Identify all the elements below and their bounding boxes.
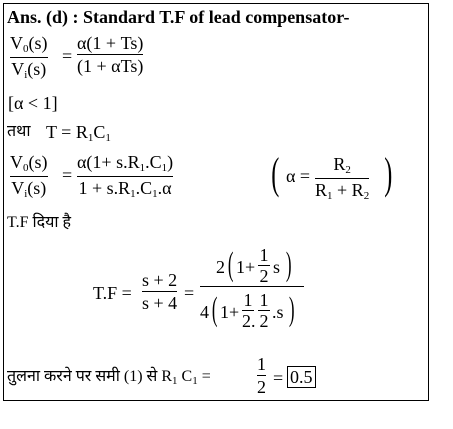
eq2-lhs-den: $V_i(s)$ [11,178,47,200]
t-definition: $T = R_1C_1$ [46,122,111,144]
alpha-def-lhs: α = [286,166,311,186]
final-answer: 0.5 [287,366,316,388]
eq3-rhs-frac [200,246,304,329]
eq3-label: T.F = [93,283,132,303]
eq1-rhs-num: α(1 + Ts) [77,33,144,53]
final-half-den: 2 [257,377,266,397]
answer-title: Ans. (d) : Standard T.F of lead compensator- [7,7,350,27]
alpha-def-den: $R_1 + R_2$ [315,180,370,202]
eq2-rhs [77,153,173,200]
eq2-rhs-den: $1 + s.R_1.C_1.\alpha$ [78,178,172,200]
eq1-lhs-den: $V_i(s)$ [11,59,47,81]
eq2-equals: = [62,165,73,185]
eq1-lhs [10,34,48,81]
final-equals: = [273,368,284,388]
alpha-def-frac [315,155,369,202]
eq1-rhs-den: (1 + αTs) [77,56,144,76]
eq3-rhs-den: 4 ( 1+ 1 2. 1 2 .s ) [200,290,295,331]
eq2-rhs-num: $\alpha(1+ s.R_1.C_1)$ [77,152,174,174]
eq1-equals: = [62,46,73,66]
eq3-num: s + 2 [142,270,178,290]
tatha-word: तथा [7,123,31,140]
final-half [257,355,266,396]
eq3-equals: = [184,283,195,303]
final-half-num: 1 [257,354,266,374]
final-statement: तुलना करने पर समी (1) से $R_1$ $C_1$ = [7,368,211,387]
eq3-given-frac [142,271,177,312]
alpha-def-open-paren: ( [271,149,280,198]
alpha-def-close-paren: ) [384,149,393,198]
alpha-condition: [α < 1] [8,93,58,113]
tf-given: T.F दिया है [7,214,72,231]
alpha-def-num: $R_2$ [333,154,351,176]
final-answer-box [287,368,316,386]
eq1-lhs-num: $V_0(s)$ [10,33,48,55]
eq2-lhs-num: $V_0(s)$ [10,152,48,174]
eq2-lhs [10,153,48,200]
eq3-den: s + 4 [142,293,178,313]
eq1-rhs [77,34,143,75]
eq3-rhs-num: 2 ( 1+ 1 2 s ) [216,245,292,286]
